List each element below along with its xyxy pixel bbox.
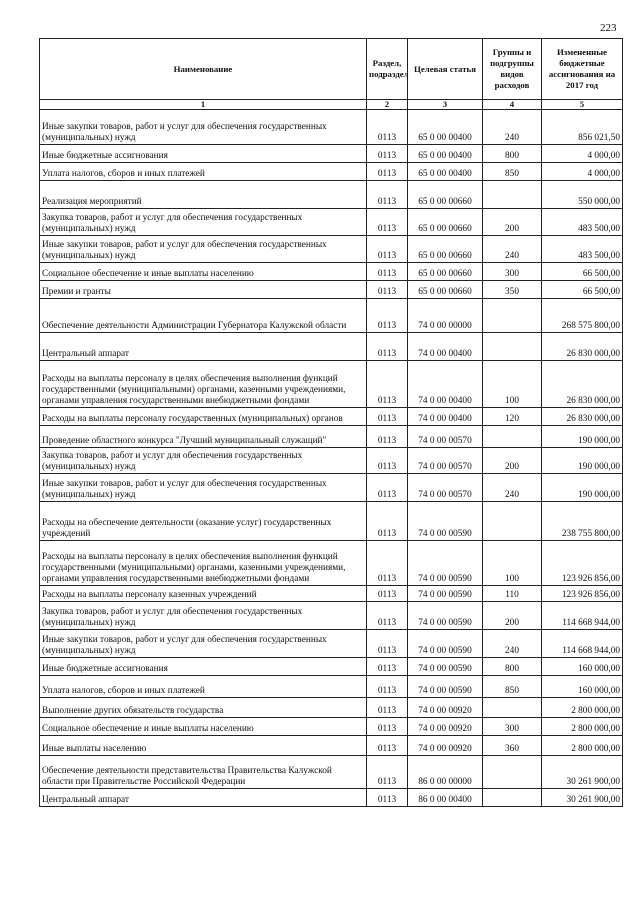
header-groups: Группы и подгруппы видов расходов [483, 39, 542, 100]
row-amount: 4 000,00 [542, 145, 623, 163]
row-amount: 26 830 000,00 [542, 333, 623, 361]
row-name: Социальное обеспечение и иные выплаты населению [40, 263, 367, 281]
row-target: 74 0 00 00400 [408, 361, 483, 408]
row-amount: 160 000,00 [542, 658, 623, 676]
row-group: 240 [483, 110, 542, 145]
row-target: 74 0 00 00590 [408, 586, 483, 602]
row-name: Центральный аппарат [40, 333, 367, 361]
table-row [40, 676, 623, 698]
row-group: 240 [483, 474, 542, 502]
row-name: Иные закупки товаров, работ и услуг для обеспечения государственных (муниципальных) нужд [40, 474, 367, 502]
row-group [483, 756, 542, 789]
row-amount: 550 000,00 [542, 181, 623, 209]
row-amount: 2 800 000,00 [542, 698, 623, 718]
row-name: Закупка товаров, работ и услуг для обеспечения государственных (муниципальных) нужд [40, 448, 367, 474]
row-target: 74 0 00 00570 [408, 474, 483, 502]
table-row [40, 145, 623, 163]
table-row [40, 361, 623, 408]
header-budget: Измененные бюджетные ассигнования на 2017 год [542, 39, 623, 100]
table-row [40, 426, 623, 448]
table-row [40, 281, 623, 299]
row-target: 74 0 00 00570 [408, 448, 483, 474]
row-amount: 30 261 900,00 [542, 756, 623, 789]
header-section: Раздел, подраздел [367, 39, 408, 100]
row-name: Проведение областного конкурса "Лучший муниципальный служащий" [40, 426, 367, 448]
row-target: 74 0 00 00590 [408, 502, 483, 541]
row-name: Иные закупки товаров, работ и услуг для обеспечения государственных (муниципальных) нужд [40, 110, 367, 145]
row-name: Расходы на обеспечение деятельности (оказание услуг) государственных учреждений [40, 502, 367, 541]
table-row [40, 630, 623, 658]
table-row [40, 408, 623, 426]
row-group: 100 [483, 361, 542, 408]
row-section: 0113 [367, 181, 408, 209]
header-number: 4 [483, 100, 542, 110]
row-target: 86 0 00 00000 [408, 756, 483, 789]
row-name: Премии и гранты [40, 281, 367, 299]
row-amount: 483 500,00 [542, 209, 623, 236]
row-target: 74 0 00 00920 [408, 698, 483, 718]
row-target: 65 0 00 00400 [408, 110, 483, 145]
row-group: 240 [483, 236, 542, 263]
row-group: 800 [483, 658, 542, 676]
row-group: 360 [483, 736, 542, 756]
table-row [40, 718, 623, 736]
table-row [40, 736, 623, 756]
table-row [40, 698, 623, 718]
header-target: Целевая статья [408, 39, 483, 100]
row-group: 850 [483, 676, 542, 698]
row-amount: 268 575 800,00 [542, 299, 623, 333]
row-amount: 190 000,00 [542, 474, 623, 502]
table-row [40, 299, 623, 333]
row-target: 74 0 00 00570 [408, 426, 483, 448]
row-target: 74 0 00 00590 [408, 602, 483, 630]
row-group: 100 [483, 541, 542, 586]
row-amount: 114 668 944,00 [542, 602, 623, 630]
row-amount: 114 668 944,00 [542, 630, 623, 658]
header-name: Наименование [40, 39, 367, 100]
row-name: Обеспечение деятельности Администрации Губернатора Калужской области [40, 299, 367, 333]
table-row [40, 333, 623, 361]
row-name: Уплата налогов, сборов и иных платежей [40, 163, 367, 181]
row-target: 74 0 00 00920 [408, 718, 483, 736]
header-number: 3 [408, 100, 483, 110]
row-target: 65 0 00 00660 [408, 209, 483, 236]
table-row [40, 756, 623, 789]
row-group: 300 [483, 718, 542, 736]
table-row [40, 209, 623, 236]
row-group: 110 [483, 586, 542, 602]
row-amount: 2 800 000,00 [542, 718, 623, 736]
row-section: 0113 [367, 163, 408, 181]
row-name: Реализация мероприятий [40, 181, 367, 209]
row-amount: 190 000,00 [542, 426, 623, 448]
row-amount: 856 021,50 [542, 110, 623, 145]
row-name: Расходы на выплаты персоналу казенных учреждений [40, 586, 367, 602]
row-section: 0113 [367, 426, 408, 448]
row-section: 0113 [367, 145, 408, 163]
row-group [483, 502, 542, 541]
table-row [40, 110, 623, 145]
row-amount: 190 000,00 [542, 448, 623, 474]
row-target: 65 0 00 00660 [408, 263, 483, 281]
row-amount: 160 000,00 [542, 676, 623, 698]
table-row [40, 263, 623, 281]
row-group [483, 789, 542, 807]
row-name: Обеспечение деятельности представительства Правительства Калужской области при Правительстве Российской Федерации [40, 756, 367, 789]
row-target: 65 0 00 00660 [408, 236, 483, 263]
row-section: 0113 [367, 263, 408, 281]
row-group: 350 [483, 281, 542, 299]
row-amount: 66 500,00 [542, 263, 623, 281]
header-number: 5 [542, 100, 623, 110]
row-target: 74 0 00 00590 [408, 658, 483, 676]
row-section: 0113 [367, 236, 408, 263]
table-row [40, 602, 623, 630]
table-row [40, 541, 623, 586]
row-name: Иные закупки товаров, работ и услуг для обеспечения государственных (муниципальных) нужд [40, 236, 367, 263]
row-section: 0113 [367, 361, 408, 408]
row-name: Расходы на выплаты персоналу в целях обеспечения выполнения функций государственными (муниципальными) органами, казенными учреждениями, органами управления государственными внебюджетными фондами [40, 541, 367, 586]
row-section: 0113 [367, 299, 408, 333]
row-amount: 30 261 900,00 [542, 789, 623, 807]
row-section: 0113 [367, 698, 408, 718]
row-name: Закупка товаров, работ и услуг для обеспечения государственных (муниципальных) нужд [40, 209, 367, 236]
row-section: 0113 [367, 541, 408, 586]
table-row [40, 502, 623, 541]
header-number: 2 [367, 100, 408, 110]
row-group [483, 333, 542, 361]
row-target: 74 0 00 00400 [408, 333, 483, 361]
row-target: 65 0 00 00660 [408, 181, 483, 209]
table-row [40, 586, 623, 602]
row-name: Центральный аппарат [40, 789, 367, 807]
row-group: 200 [483, 602, 542, 630]
row-group [483, 299, 542, 333]
row-target: 74 0 00 00590 [408, 541, 483, 586]
row-target: 74 0 00 00590 [408, 676, 483, 698]
row-section: 0113 [367, 658, 408, 676]
table-row [40, 789, 623, 807]
row-name: Закупка товаров, работ и услуг для обеспечения государственных (муниципальных) нужд [40, 602, 367, 630]
table-row [40, 474, 623, 502]
row-name: Уплата налогов, сборов и иных платежей [40, 676, 367, 698]
page-number: 223 [600, 22, 617, 34]
row-group [483, 426, 542, 448]
row-amount: 2 800 000,00 [542, 736, 623, 756]
row-section: 0113 [367, 281, 408, 299]
table-row [40, 181, 623, 209]
row-section: 0113 [367, 630, 408, 658]
header-number: 1 [40, 100, 367, 110]
row-amount: 123 926 856,00 [542, 586, 623, 602]
row-name: Расходы на выплаты персоналу в целях обеспечения выполнения функций государственными (муниципальными) органами, казенными учреждениями, органами управления государственными внебюджетными фондами [40, 361, 367, 408]
row-target: 74 0 00 00920 [408, 736, 483, 756]
row-section: 0113 [367, 408, 408, 426]
table-row [40, 658, 623, 676]
row-amount: 123 926 856,00 [542, 541, 623, 586]
row-section: 0113 [367, 676, 408, 698]
row-name: Иные выплаты населению [40, 736, 367, 756]
row-name: Иные бюджетные ассигнования [40, 145, 367, 163]
row-target: 65 0 00 00660 [408, 281, 483, 299]
row-amount: 238 755 800,00 [542, 502, 623, 541]
row-section: 0113 [367, 756, 408, 789]
row-name: Иные закупки товаров, работ и услуг для обеспечения государственных (муниципальных) нужд [40, 630, 367, 658]
row-name: Социальное обеспечение и иные выплаты населению [40, 718, 367, 736]
table-row [40, 236, 623, 263]
row-amount: 483 500,00 [542, 236, 623, 263]
table-row [40, 448, 623, 474]
row-section: 0113 [367, 209, 408, 236]
row-name: Расходы на выплаты персоналу государственных (муниципальных) органов [40, 408, 367, 426]
row-section: 0113 [367, 789, 408, 807]
row-group [483, 181, 542, 209]
budget-table [39, 38, 623, 807]
row-group: 300 [483, 263, 542, 281]
row-group: 850 [483, 163, 542, 181]
row-target: 74 0 00 00000 [408, 299, 483, 333]
row-group: 200 [483, 448, 542, 474]
row-target: 86 0 00 00400 [408, 789, 483, 807]
table-row [40, 163, 623, 181]
row-target: 65 0 00 00400 [408, 145, 483, 163]
row-section: 0113 [367, 718, 408, 736]
row-section: 0113 [367, 736, 408, 756]
row-section: 0113 [367, 110, 408, 145]
row-group: 200 [483, 209, 542, 236]
row-group: 800 [483, 145, 542, 163]
row-amount: 26 830 000,00 [542, 408, 623, 426]
row-section: 0113 [367, 602, 408, 630]
row-name: Выполнение других обязательств государства [40, 698, 367, 718]
row-group: 120 [483, 408, 542, 426]
row-target: 74 0 00 00400 [408, 408, 483, 426]
row-section: 0113 [367, 586, 408, 602]
row-name: Иные бюджетные ассигнования [40, 658, 367, 676]
row-target: 74 0 00 00590 [408, 630, 483, 658]
row-group: 240 [483, 630, 542, 658]
row-section: 0113 [367, 502, 408, 541]
row-section: 0113 [367, 448, 408, 474]
row-section: 0113 [367, 333, 408, 361]
row-target: 65 0 00 00400 [408, 163, 483, 181]
row-section: 0113 [367, 474, 408, 502]
row-amount: 26 830 000,00 [542, 361, 623, 408]
row-amount: 4 000,00 [542, 163, 623, 181]
row-group [483, 698, 542, 718]
row-amount: 66 500,00 [542, 281, 623, 299]
